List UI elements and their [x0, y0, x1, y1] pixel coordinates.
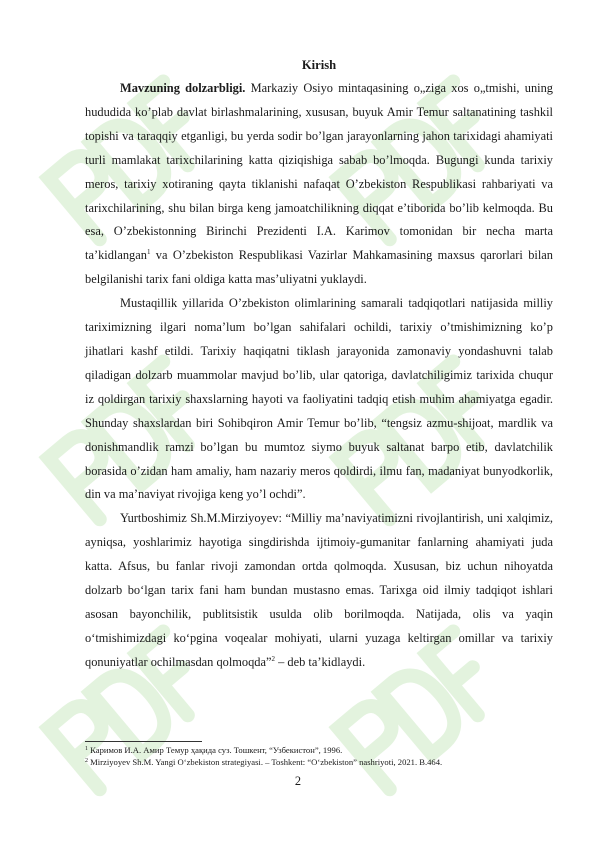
footnote-number: 1 [85, 746, 88, 752]
footnote-number: 2 [85, 757, 88, 764]
paragraph-text: Yurtboshimiz Sh.M.Mirziyoyev: “Milliy ma’naviyatimizni rivojlantirish, uni xalqimiz, ayniqsa, yoshlarimiz hayotiga singdirishda ijtimoiy-gumanitar fanlarning ahamiyati juda katta. Afsus, bu fanlar rivoji zamondan ortda qolmoqda. Xususan, biz uchun nihoyatda dolzarb bo‘lgan tarix fani ham bundan mustasno emas. Tarixga oid ilmiy tadqiqot ishlari asosan bayonchilik, publitsistik usulda olib borilmoqda. Natijada, olis va yaqin o‘tmishimizdagi ko‘pgina voqealar mohiyati, ularni yuzaga keltirgan omillar va tarixiy qonuniyatlar ochilmasdan qolmoqda” [85, 511, 553, 669]
page-title: Kirish [301, 58, 337, 72]
paragraph-text: Markaziy Osiyo mintaqasining o„ziga xos o„tmishi, uning hududida ko’plab davlat birlashmalarining, xususan, buyuk Amir Temur saltanatining tashkil topishi va taraqqiy etganligi, bu yerda sodir bo’lgan jarayonlarning jahon tarixidagi ahamiyati turli mamlakat tarixchilarining katta qiziqishiga sabab bo’lmoqda. Bugungi kunda tarixiy meros, tarixiy xotiraning qayta tiklanishi nafaqat O’zbekiston Respublikasi rahbariyati va tarixchilarining, shu bilan birga keng jamoatchilikning diqqat e’tiborida bo’lib kelmoqda. Bu esa, O’zbekistonning Birinchi Prezidenti I.A. Karimov tomonidan bir necha marta ta’kidlangan [85, 81, 553, 263]
paragraph-quote [85, 507, 553, 674]
paragraph-text: va O’zbekiston Respublikasi Vazirlar Mahkamasining maxsus qarorlari bilan belgilanishi tarix fani oldiga katta mas’uliyatni yuklaydi. [85, 248, 553, 287]
relevance-heading: Mavzuning dolzarbligi. [120, 81, 246, 95]
paragraph-relevance [85, 77, 553, 292]
footnote-1 [85, 745, 553, 757]
page-body [85, 55, 553, 675]
page-number: 2 [294, 774, 302, 788]
footnotes [85, 741, 553, 768]
paragraph-text: – deb ta’kidlaydi. [275, 654, 366, 669]
footnote-ref-2[interactable]: 2 [271, 654, 276, 663]
footnote-ref-1[interactable]: 1 [146, 248, 151, 257]
paragraph-independence: Mustaqillik yillarida O’zbekiston olimlarining samarali tadqiqotlari natijasida milliy tariximizning ilgari noma’lum bo’lgan sahifalari ochildi, tarixiy o’tmishimizning ko’p jihatlari kashf etildi. Tarixiy haqiqatni tiklash jarayonida zamonaviy yondashuvni talab qiladigan dolzarb muammolar mavjud bo’lib, ular qatoriga, davlatchiligimiz tarixida chuqur iz qoldirgan tarixiy shaxslarning hayoti va faoliyatini tadqiq etish muhim ahamiyatga egadir. Shunday shaxslardan biri Sohibqiron Amir Temur bo’lib, “tengsiz azmu-shijoat, mardlik va donishmandlik ramzi bo’lgan bu mumtoz siymo buyuk saltanat barpo etib, davlatchilik borasida o’zidan ham amaliy, ham nazariy meros qoldirdi, ilmu fan, madaniyat bunyodkorlik, din va ma’naviyat rivojiga keng yo’l ochdi”. [85, 296, 553, 502]
footnote-text: Mirziyoyev Sh.M. Yangi O‘zbekiston strategiyasi. – Toshkent: “O‘zbekiston” nashriyoti, 2021. B.464. [88, 756, 443, 767]
footnote-divider [85, 741, 202, 742]
footnote-text: Каримов И.А. Амир Темур ҳақида суз. Тошкент, “Узбекистон”, 1996. [88, 745, 343, 755]
footnote-2 [85, 757, 553, 769]
